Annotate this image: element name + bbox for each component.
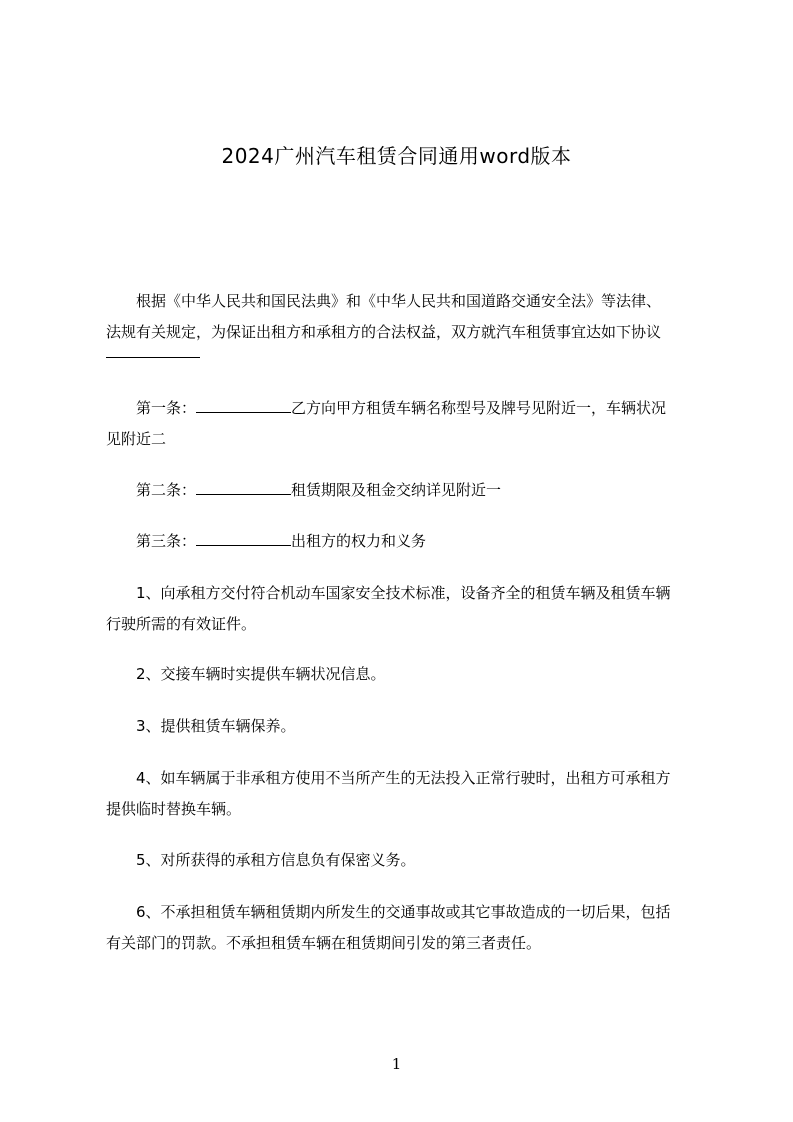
article-3-text: 出租方的权力和义务 [291,532,427,550]
intro-line-1: 根据《中华人民共和国民法典》和《中华人民共和国道路交通安全法》等法律、 [136,292,662,310]
list-item-4-line-1: 4、如车辆属于非承租方使用不当所产生的无法投入正常行驶时，出租方可承租方 [136,769,671,787]
fill-in-blank [106,357,200,358]
article-1-line-1 [136,393,736,424]
article-1-label: 第一条： [136,399,197,417]
intro-line-2: 法规有关规定，为保证出租方和承租方的合法权益，双方就汽车租赁事宜达如下协议 [106,323,662,341]
article-3-label: 第三条： [136,532,197,550]
article-1-text: 乙方向甲方租赁车辆名称型号及牌号见附近一，车辆状况 [291,399,667,417]
fill-in-blank [196,480,291,495]
article-2-text: 租赁期限及租金交纳详见附近一 [291,481,502,499]
list-item-1-line-2: 行驶所需的有效证件。 [106,615,257,633]
list-item-4-line-2: 提供临时替换车辆。 [106,800,242,818]
article-3 [136,526,736,557]
article-2 [136,475,736,506]
article-1-line-2: 见附近二 [106,430,167,448]
list-item-1-line-1: 1、向承租方交付符合机动车国家安全技术标准，设备齐全的租赁车辆及租赁车辆 [136,584,671,602]
list-item-3: 3、提供租赁车辆保养。 [136,717,296,735]
document-title: 2024广州汽车租赁合同通用word版本 [221,144,572,168]
list-item-6-line-1: 6、不承担租赁车辆租赁期内所发生的交通事故或其它事故造成的一切后果，包括 [136,903,671,921]
fill-in-blank [196,398,291,413]
article-2-label: 第二条： [136,481,197,499]
list-item-6-line-2: 有关部门的罚款。不承担租赁车辆在租赁期间引发的第三者责任。 [106,934,542,952]
page-number: 1 [391,1055,402,1073]
list-item-2: 2、交接车辆时实提供车辆状况信息。 [136,665,386,683]
fill-in-blank [196,531,291,546]
list-item-5: 5、对所获得的承租方信息负有保密义务。 [136,851,416,869]
